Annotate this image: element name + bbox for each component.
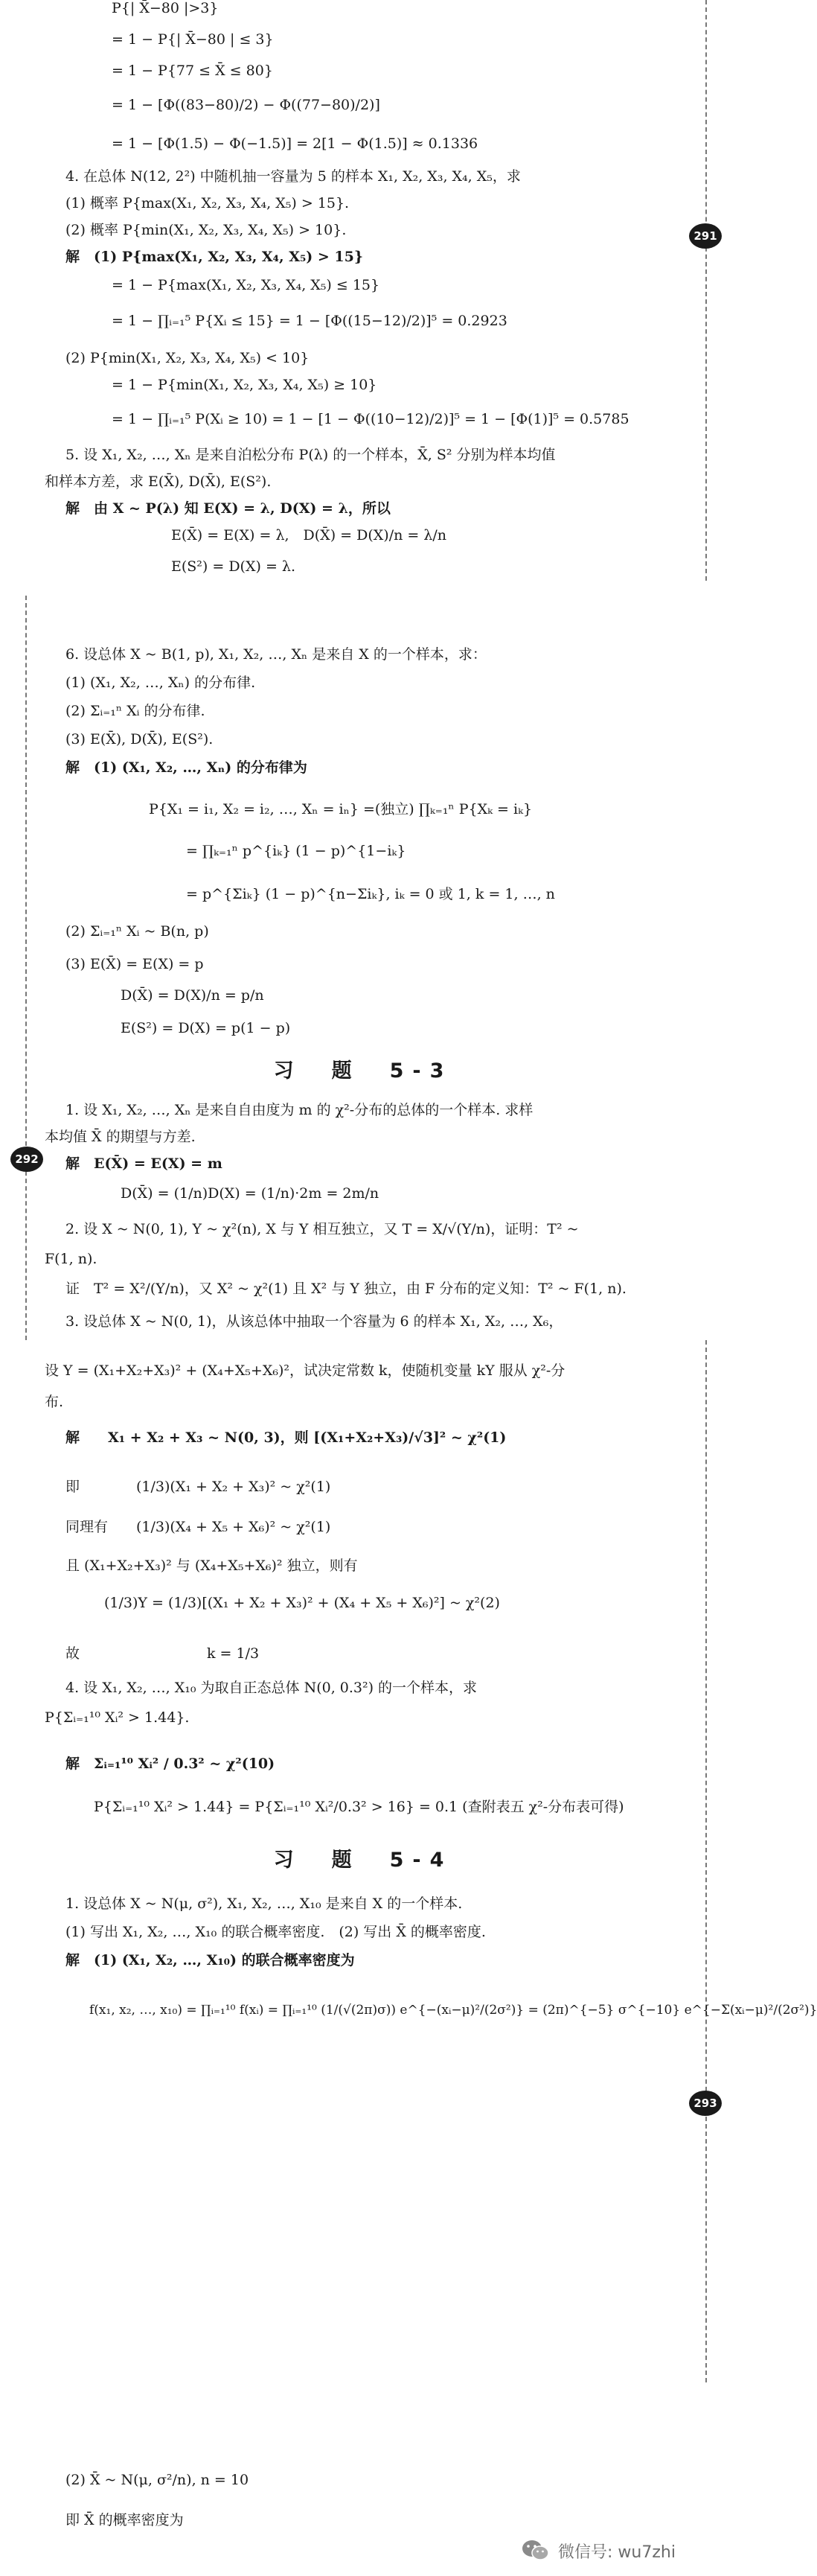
text-line: (1) 概率 P{max(X₁, X₂, X₃, X₄, X₅) > 15}. <box>65 195 350 211</box>
text-line: E(S²) = D(X) = λ. <box>171 558 295 575</box>
text-line: 4. 在总体 N(12, 2²) 中随机抽一容量为 5 的样本 X₁, X₂, X₃, X₄, X₅，求 <box>65 168 521 185</box>
text-line: F(1, n). <box>45 1251 97 1267</box>
text-line: 和样本方差，求 E(X̄), D(X̄), E(S²). <box>45 474 272 490</box>
text-line: = 1 − [Φ(1.5) − Φ(−1.5)] = 2[1 − Φ(1.5)] ≈ 0.1336 <box>112 136 478 152</box>
watermark <box>521 2535 676 2566</box>
text-line: P{Σᵢ₌₁¹⁰ Xᵢ² > 1.44}. <box>45 1709 190 1726</box>
text-line: 同理有 (1/3)(X₄ + X₅ + X₆)² ~ χ²(1) <box>65 1519 331 1535</box>
text-line: (3) E(X̄), D(X̄), E(S²). <box>65 731 214 747</box>
text-line: 且 (X₁+X₂+X₃)² 与 (X₄+X₅+X₆)² 独立，则有 <box>65 1558 358 1574</box>
text-line: 设 Y = (X₁+X₂+X₃)² + (X₄+X₅+X₆)²，试决定常数 k，使随机变量 kY 服从 χ²-分 <box>45 1362 566 1379</box>
section-title-5-4: 习 题 5-4 <box>273 1849 453 1872</box>
text-line: P{Σᵢ₌₁¹⁰ Xᵢ² > 1.44} = P{Σᵢ₌₁¹⁰ Xᵢ²/0.3² > 16} = 0.1 (查附表五 χ²-分布表可得) <box>94 1799 624 1815</box>
text-line: = 1 − P{| X̄−80 | ≤ 3} <box>112 31 274 48</box>
text-line: 5. 设 X₁, X₂, …, Xₙ 是来自泊松分布 P(λ) 的一个样本，X̄, S² 分别为样本均值 <box>65 447 556 463</box>
watermark-text: 微信号: wu7zhi <box>558 2542 676 2562</box>
text-line: 布. <box>45 1394 64 1410</box>
section-title-5-3: 习 题 5-3 <box>273 1059 453 1083</box>
text-line: 2. 设 X ~ N(0, 1), Y ~ χ²(n), X 与 Y 相互独立，又 T = X/√(Y/n)，证明：T² ~ <box>65 1221 579 1237</box>
text-line: (2) Σᵢ₌₁ⁿ Xᵢ 的分布律. <box>65 703 205 719</box>
text-line: f(x₁, x₂, …, x₁₀) = ∏ᵢ₌₁¹⁰ f(xᵢ) = ∏ᵢ₌₁¹⁰ (1/(√(2π)σ)) e^{−(xᵢ−μ)²/(2σ²)} = (2π)^{−5} σ^{−10} e^{−Σ(xᵢ−μ)²/(2σ²)} <box>89 2003 817 2018</box>
text-line: E(X̄) = E(X) = λ, D(X̄) = D(X)/n = λ/n <box>171 527 447 543</box>
text-line: (2) X̄ ~ N(μ, σ²/n), n = 10 <box>65 2472 249 2488</box>
text-line: D(X̄) = (1/n)D(X) = (1/n)·2m = 2m/n <box>121 1185 379 1202</box>
page-number-293: 293 <box>689 2091 722 2116</box>
text-line: (1) 写出 X₁, X₂, …, X₁₀ 的联合概率密度. (2) 写出 X̄ 的概率密度. <box>65 1924 486 1940</box>
text-line: = 1 − P{77 ≤ X̄ ≤ 80} <box>112 63 273 79</box>
text-line: 6. 设总体 X ~ B(1, p), X₁, X₂, …, Xₙ 是来自 X 的一个样本，求： <box>65 646 487 663</box>
text-line: (1/3)Y = (1/3)[(X₁ + X₂ + X₃)² + (X₄ + X₅ + X₆)²] ~ χ²(2) <box>104 1595 500 1611</box>
text-line: (3) E(X̄) = E(X) = p <box>65 956 204 972</box>
text-line: (2) P{min(X₁, X₂, X₃, X₄, X₅) < 10} <box>65 350 310 366</box>
text-line: = ∏ₖ₌₁ⁿ p^{iₖ} (1 − p)^{1−iₖ} <box>186 843 406 859</box>
margin-rule <box>25 596 27 1340</box>
text-line: 即 X̄ 的概率密度为 <box>65 2512 184 2528</box>
text-line: = 1 − ∏ᵢ₌₁⁵ P{Xᵢ ≤ 15} = 1 − [Φ((15−12)/2)]⁵ = 0.2923 <box>112 313 507 329</box>
text-line: P{X₁ = i₁, X₂ = i₂, …, Xₙ = iₙ} =(独立) ∏ₖ₌₁ⁿ P{Xₖ = iₖ} <box>149 801 533 817</box>
text-line: E(S²) = D(X) = p(1 − p) <box>121 1020 291 1036</box>
text-line: = 1 − P{max(X₁, X₂, X₃, X₄, X₅) ≤ 15} <box>112 277 380 293</box>
text-line: 解 Σᵢ₌₁¹⁰ Xᵢ² / 0.3² ~ χ²(10) <box>65 1756 275 1772</box>
text-line: = 1 − ∏ᵢ₌₁⁵ P(Xᵢ ≥ 10) = 1 − [1 − Φ((10−12)/2)]⁵ = 1 − [Φ(1)]⁵ = 0.5785 <box>112 411 629 427</box>
text-line: = p^{Σiₖ} (1 − p)^{n−Σiₖ}, iₖ = 0 或 1, k = 1, …, n <box>186 886 555 902</box>
text-line: 1. 设总体 X ~ N(μ, σ²), X₁, X₂, …, X₁₀ 是来自 X 的一个样本. <box>65 1896 463 1912</box>
text-line: 故 k = 1/3 <box>65 1645 260 1662</box>
text-line: 解 X₁ + X₂ + X₃ ~ N(0, 3)，则 [(X₁+X₂+X₃)/√3]² ~ χ²(1) <box>65 1429 507 1446</box>
text-line: 解 (1) P{max(X₁, X₂, X₃, X₄, X₅) > 15} <box>65 249 364 265</box>
text-line: D(X̄) = D(X)/n = p/n <box>121 987 264 1004</box>
text-line: 本均值 X̄ 的期望与方差. <box>45 1129 196 1145</box>
text-line: 1. 设 X₁, X₂, …, Xₙ 是来自自由度为 m 的 χ²-分布的总体的一个样本. 求样 <box>65 1102 534 1118</box>
text-line: 4. 设 X₁, X₂, …, X₁₀ 为取自正态总体 N(0, 0.3²) 的一个样本，求 <box>65 1680 478 1696</box>
wechat-icon <box>521 2538 551 2563</box>
text-line: 解 E(X̄) = E(X) = m <box>65 1155 222 1172</box>
text-line: 解 由 X ~ P(λ) 知 E(X) = λ, D(X) = λ，所以 <box>65 500 391 517</box>
page-number-292: 292 <box>10 1147 43 1172</box>
text-line: P{| X̄−80 |>3} <box>112 0 219 16</box>
page-292 <box>0 581 726 1340</box>
text-line: 解 (1) (X₁, X₂, …, Xₙ) 的分布律为 <box>65 759 307 776</box>
text-line: = 1 − [Φ((83−80)/2) − Φ((77−80)/2)] <box>112 97 380 113</box>
margin-rule <box>705 0 707 581</box>
text-line: (2) Σᵢ₌₁ⁿ Xᵢ ~ B(n, p) <box>65 923 209 940</box>
text-line: 3. 设总体 X ~ N(0, 1)，从该总体中抽取一个容量为 6 的样本 X₁, X₂, …, X₆， <box>65 1313 563 1330</box>
text-line: (1) (X₁, X₂, …, Xₙ) 的分布律. <box>65 675 256 691</box>
page-291 <box>0 0 726 581</box>
text-line: 证 T² = X²/(Y/n)，又 X² ~ χ²(1) 且 X² 与 Y 独立，由 F 分布的定义知：T² ~ F(1, n). <box>65 1281 627 1297</box>
text-line: = 1 − P{min(X₁, X₂, X₃, X₄, X₅) ≥ 10} <box>112 377 377 393</box>
text-line: 即 (1/3)(X₁ + X₂ + X₃)² ~ χ²(1) <box>65 1479 331 1495</box>
page-number-291: 291 <box>689 223 722 249</box>
text-line: 解 (1) (X₁, X₂, …, X₁₀) 的联合概率密度为 <box>65 1952 355 1968</box>
text-line: (2) 概率 P{min(X₁, X₂, X₃, X₄, X₅) > 10}. <box>65 222 347 238</box>
page-293 <box>0 1340 817 2576</box>
